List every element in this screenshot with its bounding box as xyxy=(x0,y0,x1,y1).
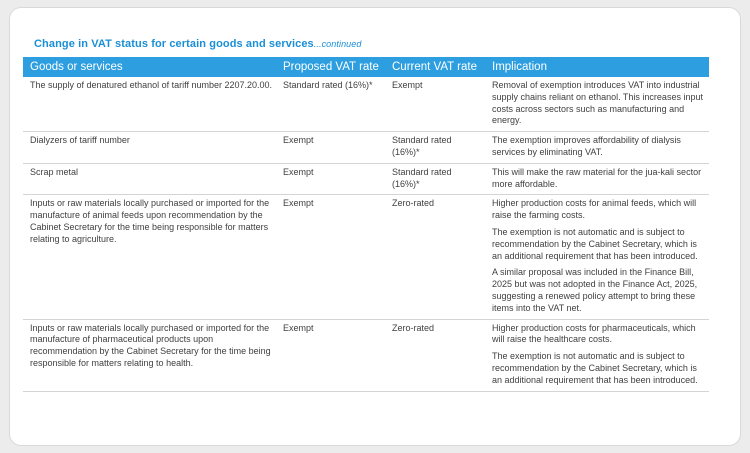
implication-cell xyxy=(485,319,709,391)
goods-cell: Inputs or raw materials locally purchased or imported for the manufacture of animal feeds upon recommendation by the Cabinet Secretary for the time being responsible for matters relating to agriculture. xyxy=(23,195,276,319)
implication-paragraph: Higher production costs for animal feeds, which will raise the farming costs. xyxy=(492,198,697,221)
goods-cell: The supply of denatured ethanol of tariff number 2207.20.00. xyxy=(23,77,276,132)
implication-paragraph: The exemption improves affordability of dialysis services by eliminating VAT. xyxy=(492,135,681,157)
current-rate-cell: Standard rated (16%)* xyxy=(385,163,485,195)
implication-paragraph: A similar proposal was included in the Finance Bill, 2025 but was not adopted in the Finance Act, 2025, suggesting a renewed policy attempt to bring these items into the VAT net. xyxy=(492,267,698,313)
implication-cell xyxy=(485,132,709,164)
proposed-rate-cell: Standard rated (16%)* xyxy=(276,77,385,132)
implication-cell xyxy=(485,195,709,319)
table-row xyxy=(23,319,709,391)
proposed-rate-cell: Exempt xyxy=(276,132,385,164)
table-row xyxy=(23,132,709,164)
implication-cell xyxy=(485,163,709,195)
vat-status-table xyxy=(23,57,709,392)
implication-paragraph: The exemption is not automatic and is subject to recommendation by the Cabinet Secretary, which is an additional requirement that has been introduced. xyxy=(492,351,698,385)
implication-paragraph: The exemption is not automatic and is subject to recommendation by the Cabinet Secretary, which is an additional requirement that has been introduced. xyxy=(492,226,698,261)
header-current-rate: Current VAT rate xyxy=(385,57,485,77)
proposed-rate-cell: Exempt xyxy=(276,163,385,195)
implication-paragraph: Higher production costs for pharmaceuticals, which will raise the healthcare costs. xyxy=(492,322,696,345)
table-row xyxy=(23,163,709,195)
table-header-row xyxy=(23,57,709,77)
header-implication: Implication xyxy=(485,57,709,77)
section-title xyxy=(34,38,362,50)
continued-label: ...continued xyxy=(313,39,362,49)
table-row xyxy=(23,77,709,132)
proposed-rate-cell: Exempt xyxy=(276,195,385,319)
current-rate-cell: Zero-rated xyxy=(385,195,485,319)
proposed-rate-cell: Exempt xyxy=(276,319,385,391)
goods-cell: Dialyzers of tariff number xyxy=(23,132,276,164)
table-row xyxy=(23,195,709,319)
section-title-text: Change in VAT status for certain goods and services xyxy=(34,38,314,50)
implication-paragraph: Removal of exemption introduces VAT into industrial supply chains reliant on ethanol. This increases input costs across sectors such as manufacturing and energy. xyxy=(492,80,703,126)
header-goods: Goods or services xyxy=(23,57,276,77)
current-rate-cell: Standard rated (16%)* xyxy=(385,132,485,164)
header-proposed-rate: Proposed VAT rate xyxy=(276,57,385,77)
goods-cell: Scrap metal xyxy=(23,163,276,195)
implication-cell xyxy=(485,77,709,132)
goods-cell: Inputs or raw materials locally purchased or imported for the manufacture of pharmaceutical products upon recommendation by the Cabinet Secretary for the time being responsible for matters relating to health. xyxy=(23,319,276,391)
current-rate-cell: Zero-rated xyxy=(385,319,485,391)
current-rate-cell: Exempt xyxy=(385,77,485,132)
implication-paragraph: This will make the raw material for the jua-kali sector more affordable. xyxy=(492,166,702,189)
